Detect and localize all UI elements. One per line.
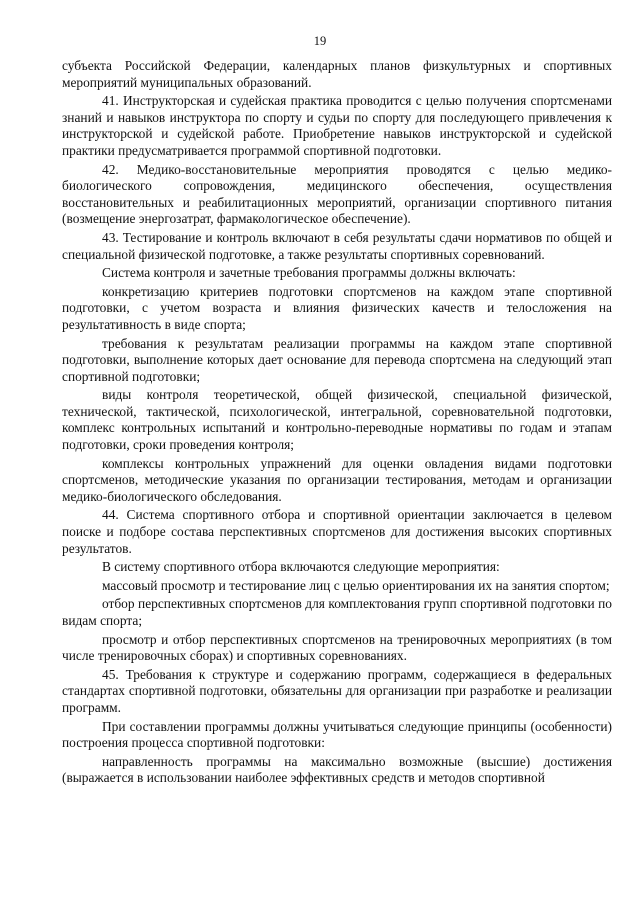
- paragraph: В систему спортивного отбора включаются следующие мероприятия:: [102, 559, 500, 575]
- paragraph: При составлении программы должны учитываться следующие принципы (особенности) построения процесса спортивной подготовки:: [62, 718, 612, 751]
- paragraph: 43. Тестирование и контроль включают в себя результаты сдачи нормативов по общей и специальной физической подготовке, а также результаты спортивных соревнований.: [62, 229, 612, 262]
- paragraph: субъекта Российской Федерации, календарных планов физкультурных и спортивных мероприятий муниципальных образований.: [62, 58, 612, 90]
- paragraph: отбор перспективных спортсменов для комплектования групп спортивной подготовки по видам спорта;: [62, 596, 612, 628]
- paragraph: 41. Инструкторская и судейская практика проводится с целью получения спортсменами знаний и навыков инструктора по спорту и судьи по спорту для последующего привлечения к инструкторской и судейской работе. Приобретение навыков инструкторской и судейской практики предусматривается программой спортивной подготовки.: [62, 93, 612, 158]
- paragraph: конкретизацию критериев подготовки спортсменов на каждом этапе спортивной подготовки, с учетом возраста и влияния физических качеств и телосложения на результативность в виде спорта;: [62, 283, 612, 332]
- paragraph: требования к результатам реализации программы на каждом этапе спортивной подготовки, выполнение которых дает основание для перевода спортсмена на следующий этап спортивной подготовки;: [62, 335, 612, 384]
- paragraph: просмотр и отбор перспективных спортсменов на тренировочных мероприятиях (в том числе тренировочных сборах) и спортивных соревнованиях.: [62, 631, 612, 664]
- page-number: 19: [313, 34, 327, 48]
- paragraph: 45. Требования к структуре и содержанию программ, содержащиеся в федеральных стандартах спортивной подготовки, обязательны для организации при разработке и реализации программ.: [62, 666, 612, 715]
- paragraph: 42. Медико-восстановительные мероприятия проводятся с целью медико-биологического сопровождения, медицинского обеспечения, осуществления восстановительных и реабилитационных мероприятий, организации спортивного питания (возмещение энергозатрат, фармакологическое обеспечение).: [62, 161, 612, 227]
- paragraph: 44. Система спортивного отбора и спортивной ориентации заключается в целевом поиске и подборе состава перспективных спортсменов для достижения высоких спортивных результатов.: [62, 507, 612, 556]
- page-body: [62, 58, 612, 789]
- paragraph: Система контроля и зачетные требования программы должны включать:: [102, 265, 516, 281]
- paragraph: комплексы контрольных упражнений для оценки овладения видами подготовки спортсменов, методические указания по организации тестирования, методам и организации медико-биологического обследования.: [62, 455, 612, 504]
- paragraph: виды контроля теоретической, общей физической, специальной физической, технической, тактической, психологической, интегральной, соревновательной подготовки, комплекс контрольных испытаний и контрольно-переводные нормативы по годам и этапам подготовки, сроки проведения контроля;: [62, 387, 612, 453]
- paragraph: направленность программы на максимально возможные (высшие) достижения (выражается в использовании наиболее эффективных средств и методов спортивной: [62, 753, 612, 786]
- paragraph: массовый просмотр и тестирование лиц с целью ориентирования их на занятия спортом;: [102, 577, 610, 593]
